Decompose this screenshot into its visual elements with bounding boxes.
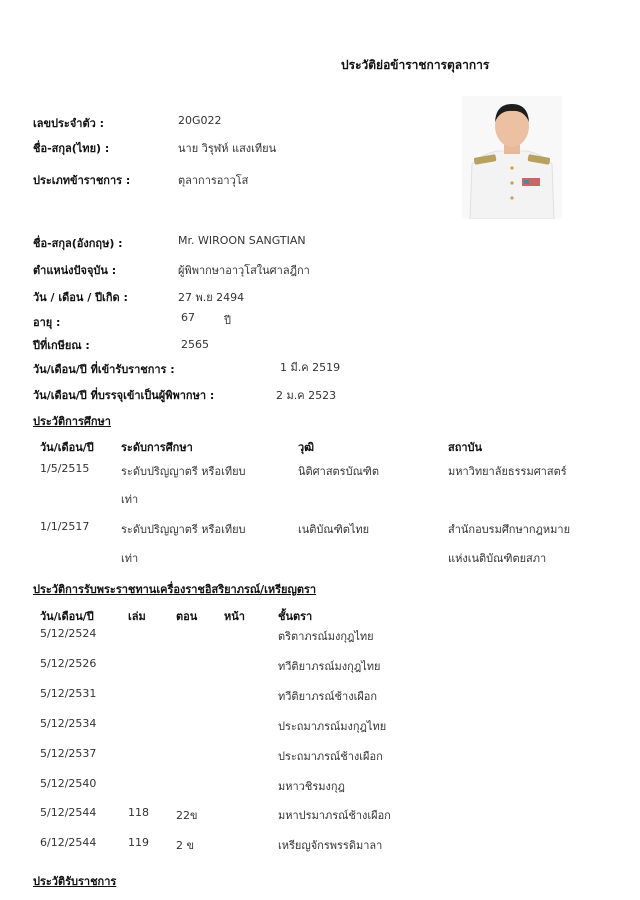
edu-header-institution: สถาบัน <box>448 441 483 454</box>
edu-level-cont: เท่า <box>121 552 139 565</box>
service-start-label: วัน/เดือน/ปี ที่เข้ารับราชการ : <box>33 363 175 376</box>
name-en-label: ชื่อ-สกุล(อังกฤษ) : <box>33 237 123 250</box>
page-title: ประวัติย่อข้าราชการตุลาการ <box>341 58 490 72</box>
position-value: ผู้พิพากษาอาวุโสในศาลฎีกา <box>178 264 310 277</box>
dec-class: ทวีติยาภรณ์มงกุฎไทย <box>278 660 381 673</box>
edu-date: 1/5/2515 <box>40 462 90 475</box>
dec-date: 5/12/2524 <box>40 627 97 640</box>
portrait-photo <box>462 96 562 219</box>
edu-level: ระดับปริญญาตรี หรือเทียบ <box>121 465 246 478</box>
decorations-heading: ประวัติการรับพระราชทานเครื่องราชอิสริยาภรณ์/เหรียญตรา <box>33 583 317 596</box>
dec-date: 5/12/2531 <box>40 687 97 700</box>
birth-label: วัน / เดือน / ปีเกิด : <box>33 291 128 304</box>
dec-volume: 119 <box>128 836 149 849</box>
edu-header-date: วัน/เดือน/ปี <box>40 441 94 454</box>
dec-class: มหาปรมาภรณ์ช้างเผือก <box>278 809 391 822</box>
edu-institution: สำนักอบรมศึกษากฎหมาย <box>448 523 571 536</box>
dec-date: 6/12/2544 <box>40 836 97 849</box>
dec-section: 22ข <box>176 809 198 822</box>
age-unit: ปี <box>224 314 231 327</box>
id-value: 20G022 <box>178 114 222 127</box>
retire-value: 2565 <box>181 338 209 351</box>
name-th-label: ชื่อ-สกุล(ไทย) : <box>33 142 110 155</box>
edu-institution: มหาวิทยาลัยธรรมศาสตร์ <box>448 465 567 478</box>
edu-header-level: ระดับการศึกษา <box>121 441 193 454</box>
dec-class: มหาวชิรมงกุฎ <box>278 780 345 793</box>
edu-level: ระดับปริญญาตรี หรือเทียบ <box>121 523 246 536</box>
edu-institution-cont: แห่งเนติบัณฑิตยสภา <box>448 552 547 565</box>
dec-section: 2 ข <box>176 839 195 852</box>
service-heading: ประวัติรับราชการ <box>33 875 117 888</box>
dec-class: ทวีติยาภรณ์ช้างเผือก <box>278 690 378 703</box>
dec-header-volume: เล่ม <box>128 610 146 623</box>
dec-header-class: ชั้นตรา <box>278 610 313 623</box>
edu-degree: นิติศาสตรบัณฑิต <box>298 465 380 478</box>
dec-header-page: หน้า <box>224 610 245 623</box>
dec-class: ประถมาภรณ์มงกุฎไทย <box>278 720 387 733</box>
dec-date: 5/12/2544 <box>40 806 97 819</box>
dec-class: ประถมาภรณ์ช้างเผือก <box>278 750 383 763</box>
dec-class: เหรียญจักรพรรดิมาลา <box>278 839 383 852</box>
judge-start-value: 2 ม.ค 2523 <box>276 389 337 402</box>
edu-level-cont: เท่า <box>121 493 139 506</box>
dec-header-section: ตอน <box>176 610 198 623</box>
retire-label: ปีที่เกษียณ : <box>33 339 90 352</box>
type-value: ตุลาการอาวุโส <box>178 174 249 187</box>
type-label: ประเภทข้าราชการ : <box>33 174 131 187</box>
edu-date: 1/1/2517 <box>40 520 90 533</box>
name-en-value: Mr. WIROON SANGTIAN <box>178 234 306 247</box>
portrait-image <box>462 96 562 219</box>
edu-header-degree: วุฒิ <box>298 441 315 454</box>
dec-header-date: วัน/เดือน/ปี <box>40 610 94 623</box>
position-label: ตำแหน่งปัจจุบัน : <box>33 264 117 277</box>
name-th-value: นาย วิรุฬห์ แสงเทียน <box>178 142 277 155</box>
dec-date: 5/12/2540 <box>40 777 97 790</box>
education-heading: ประวัติการศึกษา <box>33 415 111 428</box>
dec-class: ตริตาภรณ์มงกุฎไทย <box>278 630 374 643</box>
service-start-value: 1 มี.ค 2519 <box>280 361 341 374</box>
age-label: อายุ : <box>33 316 61 329</box>
judge-start-label: วัน/เดือน/ปี ที่บรรจุเข้าเป็นผู้พิพากษา : <box>33 389 215 402</box>
dec-date: 5/12/2534 <box>40 717 97 730</box>
age-value: 67 <box>181 311 195 324</box>
dec-date: 5/12/2537 <box>40 747 97 760</box>
edu-degree: เนติบัณฑิตไทย <box>298 523 370 536</box>
id-label: เลขประจำตัว : <box>33 117 104 130</box>
birth-value: 27 พ.ย 2494 <box>178 291 245 304</box>
dec-date: 5/12/2526 <box>40 657 97 670</box>
dec-volume: 118 <box>128 806 149 819</box>
